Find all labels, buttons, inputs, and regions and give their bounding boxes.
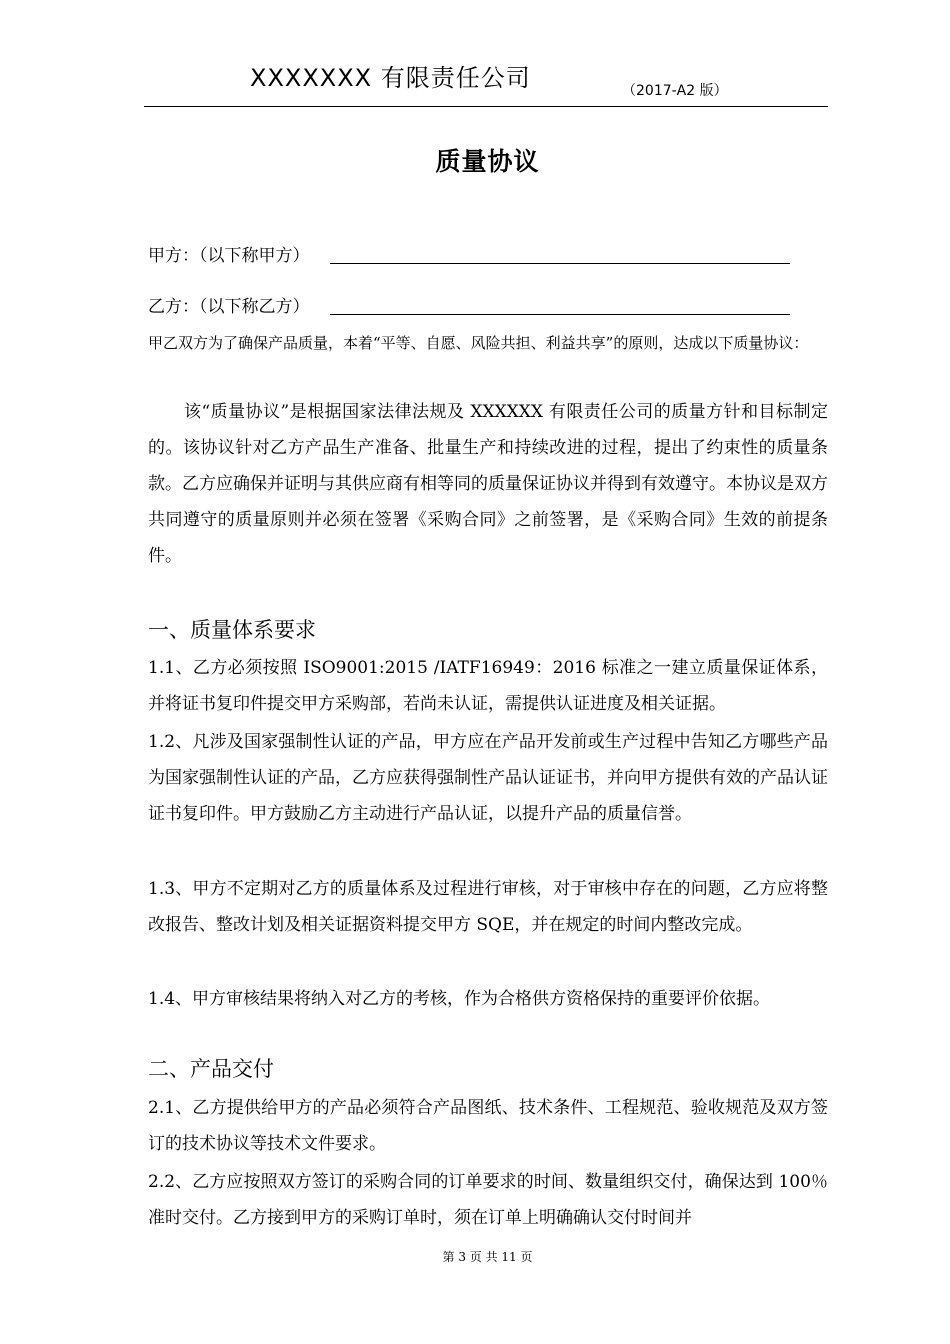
- clause-2-1: 2.1、乙方提供给甲方的产品必须符合产品图纸、技术条件、工程规范、验收规范及双方签订的技术协议等技术文件要求。: [148, 1098, 828, 1154]
- version-label: （2017-A2 版）: [622, 83, 728, 99]
- party-b-label: 乙方：（以下称乙方）: [148, 297, 310, 317]
- page-number-footer: 第 3 页 共 11 页: [442, 1250, 533, 1264]
- party-a-fill-line: [330, 263, 790, 264]
- party-a-label: 甲方：（以下称甲方）: [148, 246, 310, 266]
- main-paragraph: 该“质量协议”是根据国家法律法规及 XXXXXX 有限责任公司的质量方针和目标制定的。该协议针对乙方产品生产准备、批量生产和持续改进的过程，提出了约束性的质量条款。乙方应确保并证明与其供应商有相等同的质量保证协议并得到有效遵守。本协议是双方共同遵守的质量原则并必须在签署《采购合同》之前签署，是《采购合同》生效的前提条件。: [148, 402, 828, 566]
- company-name: XXXXXXX 有限责任公司: [250, 64, 531, 92]
- clause-1-1: 1.1、乙方必须按照 ISO9001:2015 /IATF16949：2016 标准之一建立质量保证体系，并将证书复印件提交甲方采购部，若尚未认证，需提供认证进度及相关证据。: [148, 658, 828, 714]
- clause-1-3: 1.3、甲方不定期对乙方的质量体系及过程进行审核，对于审核中存在的问题，乙方应将整改报告、整改计划及相关证据资料提交甲方 SQE，并在规定的时间内整改完成。: [148, 879, 828, 935]
- clause-2-2: 2.2、乙方应按照双方签订的采购合同的订单要求的时间、数量组织交付，确保达到 100％准时交付。乙方接到甲方的采购订单时，须在订单上明确确认交付时间并: [148, 1172, 828, 1228]
- section-title-quality-system: 一、质量体系要求: [148, 618, 316, 642]
- intro-paragraph: 甲乙双方为了确保产品质量，本着“平等、自愿、风险共担、利益共享”的原则，达成以下质量协议：: [148, 334, 809, 352]
- document-title: 质量协议: [435, 147, 540, 176]
- clause-1-4: 1.4、甲方审核结果将纳入对乙方的考核，作为合格供方资格保持的重要评价依据。: [148, 989, 771, 1009]
- clause-1-2: 1.2、凡涉及国家强制性认证的产品，甲方应在产品开发前或生产过程中告知乙方哪些产品为国家强制性认证的产品，乙方应获得强制性产品认证证书，并向甲方提供有效的产品认证证书复印件。甲方鼓励乙方主动进行产品认证，以提升产品的质量信誉。: [148, 732, 828, 824]
- section-title-product-delivery: 二、产品交付: [148, 1057, 274, 1081]
- party-b-fill-line: [330, 314, 790, 315]
- header-divider: [144, 106, 828, 107]
